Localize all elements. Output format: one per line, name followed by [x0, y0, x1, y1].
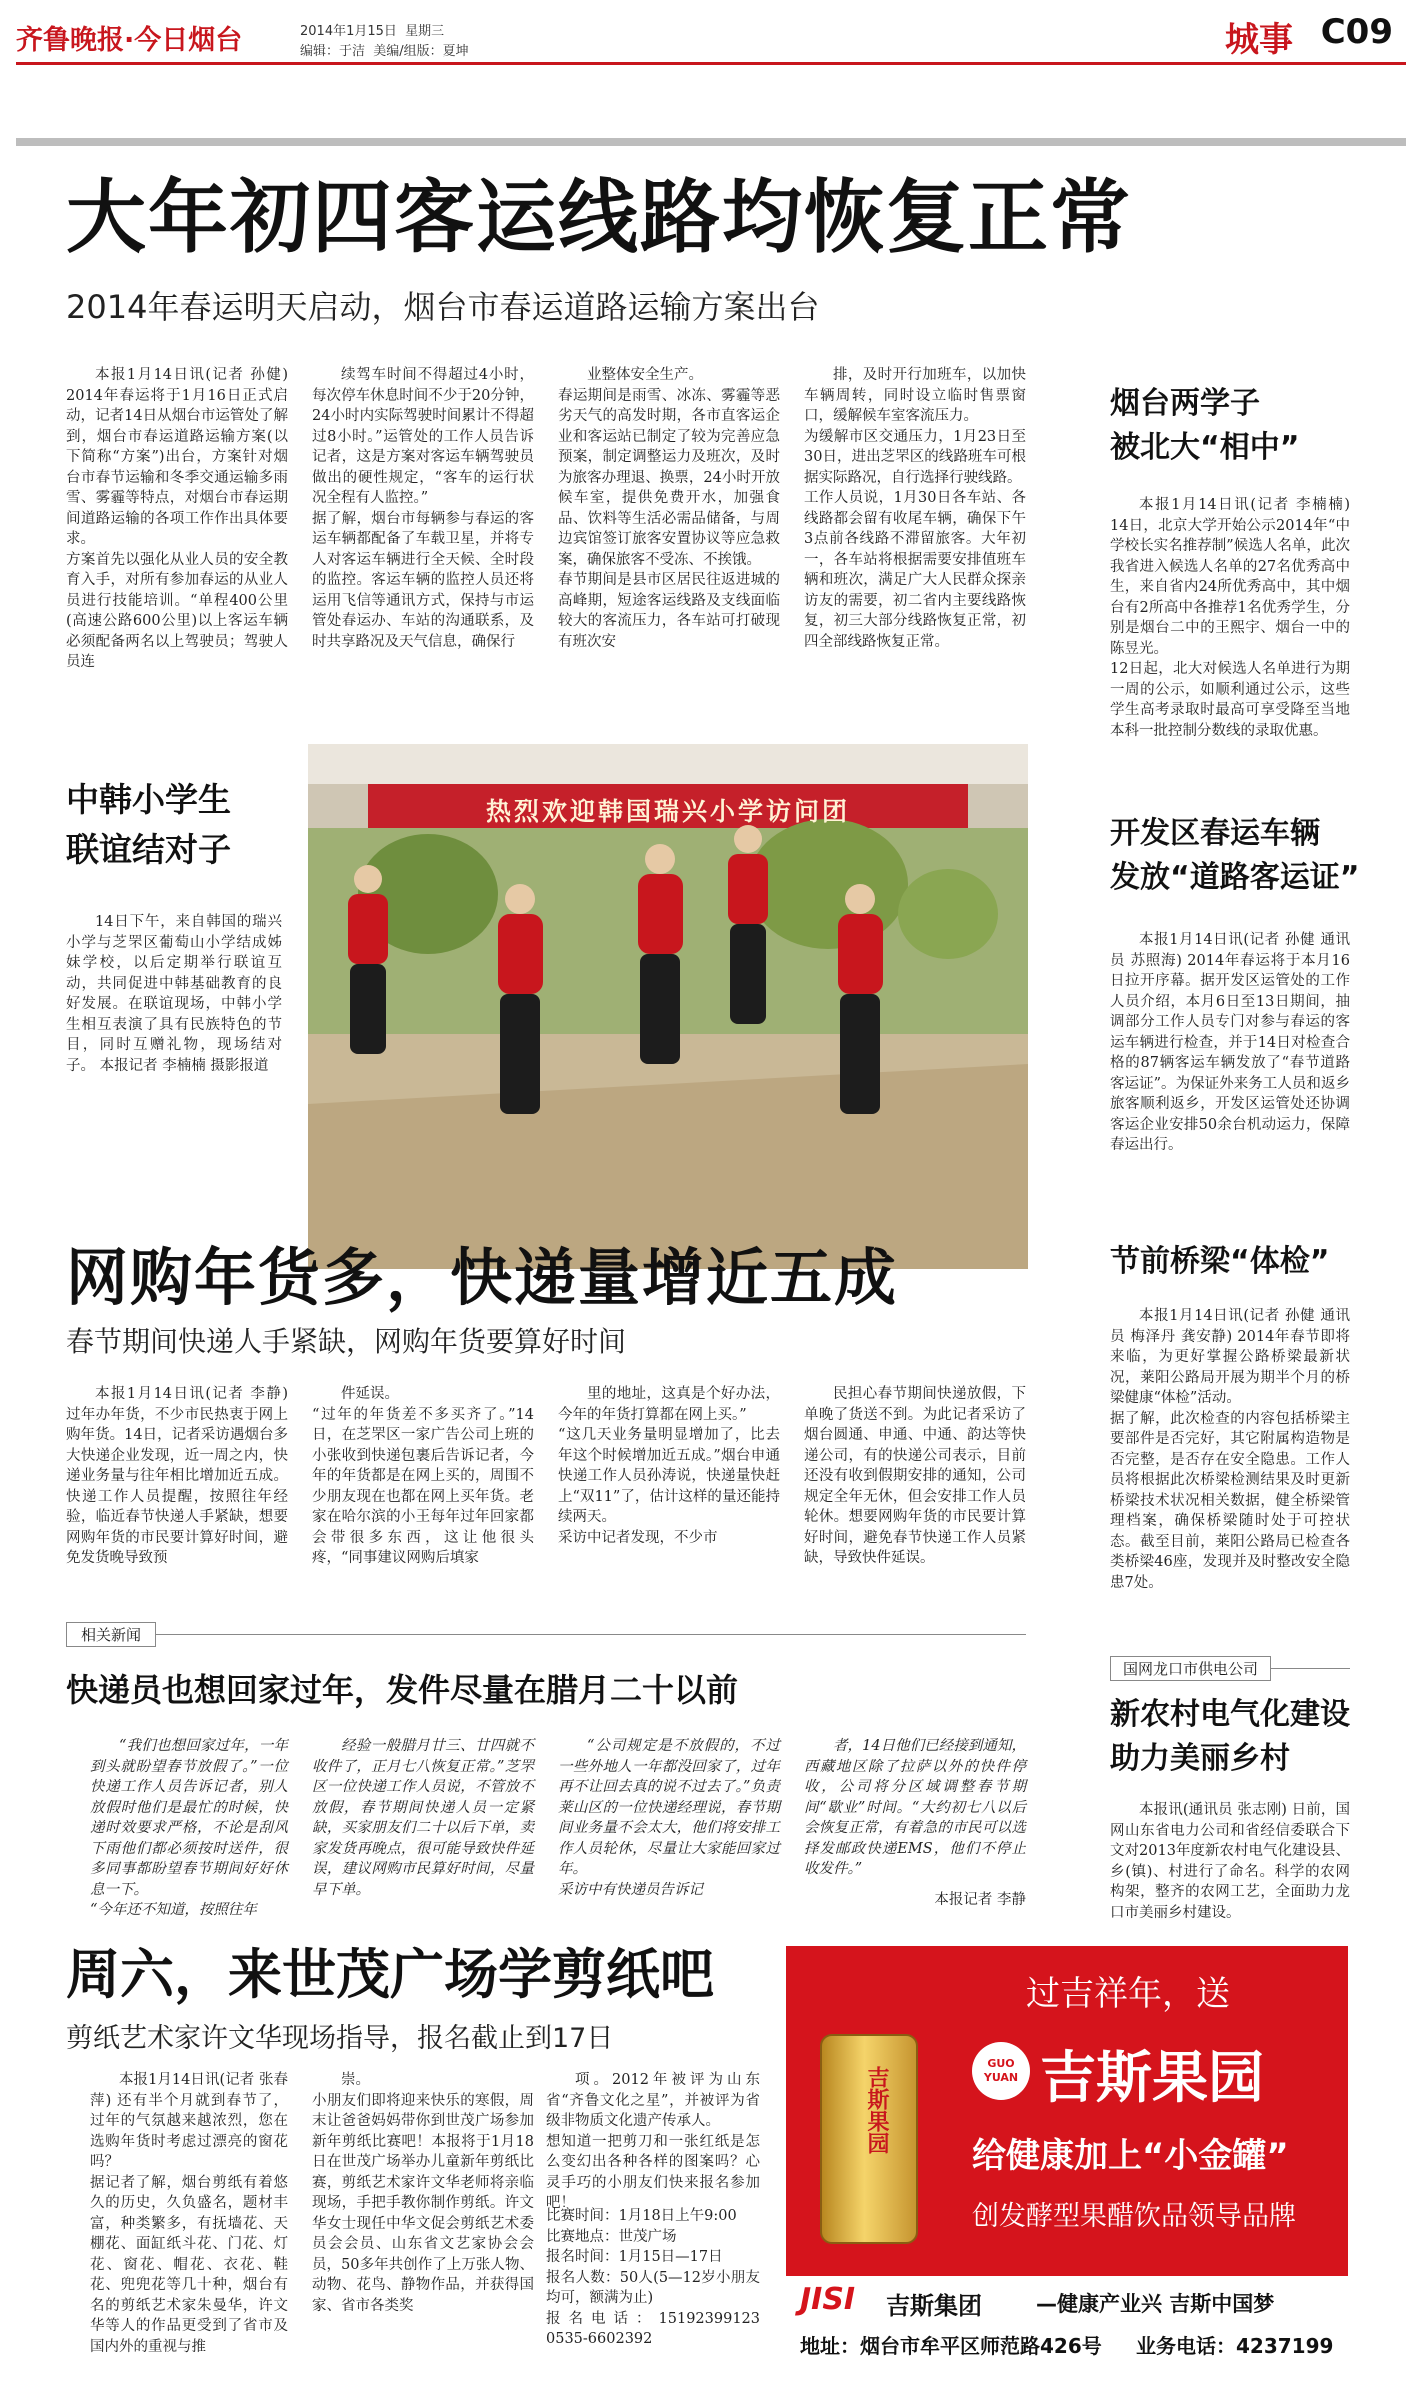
ad-slogan-2: 给健康加上“小金罐”	[972, 2136, 1289, 2176]
related-byline: 本报记者 李静	[934, 1892, 1026, 1908]
lead-subheadline: 2014年春运明天启动，烟台市春运道路运输方案出台	[66, 288, 820, 326]
ad-brand-name: 吉斯果园	[1040, 2046, 1264, 2111]
lead-column-2: 续驾车时间不得超过4小时，每次停车休息时间不少于20分钟，24小时内实际驾驶时间累计不得超过8小时。”运管处的工作人员告诉记者，这是方案对客运车辆驾驶员做出的硬性规定，“客车的运行状况全程有人监控。” 据了解，烟台市每辆参与春运的客运车辆都配备了车载卫星，并将专人对客运车辆进行全天候、全时段的监控。客运车辆的监控人员还将运用飞信等通讯方式，保持与市运管处春运办、车站的沟通联系，及时共享路况及天气信息，确保行	[312, 367, 534, 650]
ad-product-can	[820, 2034, 918, 2244]
side1-body: 本报1月14日讯(记者 李楠楠) 14日，北京大学开始公示2014年“中学校长实名推荐制”候选人名单，此次我省进入候选人名单的27名优秀高中生，来自省内24所优秀高中，其中烟台有2所高中各推荐1名优秀学生，分别是烟台二中的王熙宇、烟台一中的陈昱光。 12日起，北大对候选人名单进行为期一周的公示，如顺利通过公示，这些学生高考录取时最高可享受降至当地本科一批控制分数线的录取优惠。	[1110, 497, 1350, 739]
section-name: 城事	[1225, 20, 1293, 60]
express-column-1: 本报1月14日讯(记者 李静) 过年办年货，不少市民热衷于网上购年货。14日，记者采访遇烟台多大快递企业发现，近一周之内，快递业务量与往年相比增加近五成。快递工作人员提醒，按照往年经验，临近春节快递人手紧缺，想要网购年货的市民要计算好时间，避免发货晚导致预	[66, 1386, 288, 1566]
ad-footer-band	[786, 2276, 1348, 2374]
express-subheadline: 春节期间快递人手紧缺，网购年货要算好时间	[66, 1325, 627, 1358]
express-column-2: 件延误。 “过年的年货差不多买齐了。”14日，在芝罘区一家广告公司上班的小张收到快递包裹后告诉记者，今年的年货都是在网上买的，周围不少朋友现在也都在网上买年货。老家在哈尔滨的小王每年过年回家都会带很多东西，这让他很头疼，“同事建议网购后填家	[312, 1386, 534, 1566]
side2-title: 开发区春运车辆 发放“道路客运证”	[1110, 816, 1360, 895]
masthead	[16, 10, 1401, 80]
related-news-label: 相关新闻	[66, 1622, 156, 1647]
photo-banner-text: 热烈欢迎韩国瑞兴小学访问团	[485, 797, 850, 826]
newspaper-logo: 齐鲁晚报·今日烟台	[16, 25, 243, 56]
ad-group-logo: JISI	[800, 2282, 856, 2317]
papercut-info: 比赛时间：1月18日上午9:00 比赛地点：世茂广场 报名时间：1月15日—17日 报名人数：50人(5—12岁小朋友均可，额满为止) 报名电话：15192399123 0535-6602392	[546, 2208, 760, 2347]
lead-column-4: 排，及时开行加班车，以加快车辆周转，同时设立临时售票窗口，缓解候车室客流压力。 为缓解市区交通压力，1月23日至30日，进出芝罘区的线路班车可根据实际路况，自行选择行驶线路。 工作人员说，1月30日各车站、各线路都会留有收尾车辆，确保下午3点前各线路不滞留旅客。大年初一，各车站将根据需要安排值班车辆和班次，满足广大人民群众探亲访友的需要，初二省内主要线路恢复，初三大部分线路恢复正常，初四全部线路恢复正常。	[804, 367, 1026, 650]
papercut-subheadline: 剪纸艺术家许文华现场指导，报名截止到17日	[66, 2023, 614, 2054]
side3-body: 本报1月14日讯(记者 孙健 通讯员 梅泽丹 龚安静) 2014年春节即将来临，为更好掌握公路桥梁最新状况，莱阳公路局开展为期半个月的桥梁健康“体检”活动。 据了解，此次检查的内容包括桥梁主要部件是否完好，其它附属构造物是否完整，是否存在安全隐患。工作人员将根据此次桥梁检测结果及时更新桥梁技术状况相关数据，健全桥梁管理档案，确保桥梁随时处于可控状态。截至目前，莱阳公路局已检查各类桥梁46座，发现并及时整改安全隐患7处。	[1110, 1308, 1350, 1591]
lead-headline: 大年初四客运线路均恢复正常	[66, 171, 1132, 264]
side3-title: 节前桥梁“体检”	[1110, 1244, 1330, 1279]
photo-caption-title: 中韩小学生 联谊结对子	[66, 780, 231, 869]
papercut-column-3: 项。2012年被评为山东省“齐鲁文化之星”，并被评为省级非物质文化遗产传承人。 想知道一把剪刀和一张红纸是怎么变幻出各种各样的图案吗？心灵手巧的小朋友们快来报名参加吧！	[546, 2072, 760, 2211]
header-divider	[16, 62, 1406, 65]
ad-phone: 业务电话：4237199	[1136, 2334, 1334, 2358]
lead-column-3: 业整体安全生产。 春运期间是雨雪、冰冻、雾霾等恶劣天气的高发时期，各市直客运企业和客运站已制定了较为完善应急预案，制定调整运力及班次，及时为旅客办理退、换票，24小时开放候车室，提供免费开水，加强食品、饮料等生活必需品储备，与周边宾馆签订旅客安置协议等应急救案，确保旅客不受冻、不挨饿。 春节期间是县市区居民往返进城的高峰期，短途客运线路及支线面临较大的客流压力，各车站可打破现有班次安	[558, 367, 780, 650]
side4-body: 本报讯(通讯员 张志刚) 日前，国网山东省电力公司和省经信委联合下文对2013年度新农村电气化建设县、乡(镇)、村进行了命名。科学的农网构架，整齐的农网工艺，全面助力龙口市美丽乡村建设。	[1110, 1802, 1350, 1921]
side2-body: 本报1月14日讯(记者 孙健 通讯员 苏照海) 2014年春运将于本月16日拉开序幕。据开发区运管处的工作人员介绍，本月6日至13日期间，抽调部分工作人员专门对参与春运的客运车辆进行检查，并于14日对检查合格的87辆客运车辆发放了“春节道路客运证”。为保证外来务工人员和返乡旅客顺利返乡，开发区运管处还协调客运企业安排50余台机动运力，保障春运出行。	[1110, 932, 1350, 1153]
lead-column-1: 本报1月14日讯(记者 孙健) 2014年春运将于1月16日正式启动，记者14日从烟台市运管处了解到，烟台市春运道路运输方案(以下简称“方案”)出台，方案针对烟台市春节运输和冬季交通运输多雨雪、雾霾等特点，对烟台市春运期间道路运输的各项工作作出具体要求。 方案首先以强化从业人员的安全教育入手，对所有参加春运的从业人员进行技能培训。“单程400公里(高速公路600公里)以上客运车辆必须配备两名以上驾驶员；驾驶人员连	[66, 367, 288, 670]
editor-credits: 编辑：于洁 美编/组版：夏坤	[300, 44, 469, 59]
related-news-headline: 快递员也想回家过年，发件尽量在腊月二十以前	[66, 1671, 739, 1709]
related-column-1: “我们也想回家过年，一年到头就盼望春节放假了。”一位快递工作人员告诉记者，别人放假时他们是最忙的时候，快递时效要求严格，不论是刮风下雨他们都必须按时送件，很多同事都盼望春节期间好好休息一下。 “今年还不知道，按照往年	[90, 1738, 288, 1918]
papercut-column-1: 本报1月14日讯(记者 张春萍) 还有半个月就到春节了，过年的气氛越来越浓烈，您在选购年货时考虑过漂亮的窗花吗？ 据记者了解，烟台剪纸有着悠久的历史，久负盛名，题材丰富，种类繁多，有抚墙花、天棚花、面缸纸斗花、门花、灯花、窗花、帽花、衣花、鞋花、兜兜花等几十种，烟台有名的剪纸艺术家朱曼华，许文华等人的作品更受到了省市及国内外的重视与推	[90, 2072, 288, 2355]
express-column-3: 里的地址，这真是个好办法，今年的年货打算都在网上买。” “这几天业务量明显增加了，比去年这个时候增加近五成。”烟台申通快递工作人员孙涛说，快递量快赶上“双11”了，估计这样的量还能持续两天。 采访中记者发现，不少市	[558, 1386, 780, 1546]
related-column-2: 经验一般腊月廿三、廿四就不收件了，正月七八恢复正常。”芝罘区一位快递工作人员说，不管放不放假，春节期间快递人员一定紧缺，买家朋友们二十以后下单，卖家发货再晚点，很可能导致快件延误，建议网购市民算好时间，尽量早下单。	[312, 1738, 534, 1898]
photo-caption-body: 14日下午，来自韩国的瑞兴小学与芝罘区葡萄山小学结成姊妹学校，以后定期举行联谊互动，共同促进中韩基础教育的良好发展。在联谊现场，中韩小学生相互表演了具有民族特色的节目，同时互赠礼物，现场结对子。 本报记者 李楠楠 摄影报道	[66, 914, 282, 1074]
express-column-4: 民担心春节期间快递放假，下单晚了货送不到。为此记者采访了烟台圆通、申通、中通、韵达等快递公司，有的快递公司表示，目前还没有收到假期安排的通知，公司规定全年无休，但会安排工作人员轮休。想要网购年货的市民要计算好时间，避免春节快递工作人员紧缺，导致快件延误。	[804, 1386, 1026, 1566]
ad-circle-bottom: YUAN	[983, 2071, 1019, 2084]
ad-brand-circle	[972, 2042, 1030, 2100]
related-column-4: 者，14日他们已经接到通知，西藏地区除了拉萨以外的快件停收，公司将分区域调整春节期间“歇业”时间。“大约初七八以后会恢复正常，有着急的市民可以选择发邮政快递EMS，他们不停止收发件。”	[804, 1738, 1026, 1877]
news-photo	[308, 744, 1028, 1269]
ad-address: 地址：烟台市牟平区师范路426号	[800, 2334, 1102, 2358]
related-news-rule	[66, 1634, 1026, 1635]
ad-can-label: 吉斯果园	[864, 2066, 889, 2154]
advertisement	[786, 1946, 1348, 2374]
page-number: C09	[1320, 12, 1393, 52]
related-column-3: “公司规定是不放假的，不过一些外地人一年都没回家了，过年再不让回去真的说不过去了。”负责莱山区的一位快递经理说，春节期间业务量不会太大，他们将安排工作人员轮休，尽量让大家能回家过年。 采访中有快递员告诉记	[558, 1738, 780, 1898]
ad-group-name: 吉斯集团	[886, 2292, 982, 2320]
papercut-column-2: 崇。 小朋友们即将迎来快乐的寒假，周末让爸爸妈妈带你到世茂广场参加新年剪纸比赛吧！本报将于1月18日在世茂广场举办儿童新年剪纸比赛，剪纸艺术家许文华老师将亲临现场，手把手教你制作剪纸。许文华女士现任中华文促会剪纸艺术委员会会员、山东省文艺家协会会员，50多年共创作了上万张人物、动物、花鸟、静物作品，并获得国家、省市各类奖	[312, 2072, 534, 2314]
header-rule-gray	[16, 138, 1406, 146]
side1-title: 烟台两学子 被北大“相中”	[1110, 386, 1300, 465]
side4-label: 国网龙口市供电公司	[1110, 1656, 1271, 1681]
ad-circle-top: GUO	[987, 2057, 1015, 2070]
ad-group-slogan: —健康产业兴 吉斯中国梦	[1036, 2292, 1275, 2316]
ad-slogan-1: 过吉祥年，送	[1026, 1974, 1230, 2014]
papercut-headline: 周六，来世茂广场学剪纸吧	[66, 1943, 714, 2006]
express-headline: 网购年货多，快递量增近五成	[66, 1241, 899, 1314]
ad-slogan-3: 创发酵型果醋饮品领导品牌	[972, 2201, 1296, 2232]
issue-date: 2014年1月15日 星期三	[300, 24, 445, 39]
side4-title: 新农村电气化建设 助力美丽乡村	[1110, 1697, 1350, 1776]
